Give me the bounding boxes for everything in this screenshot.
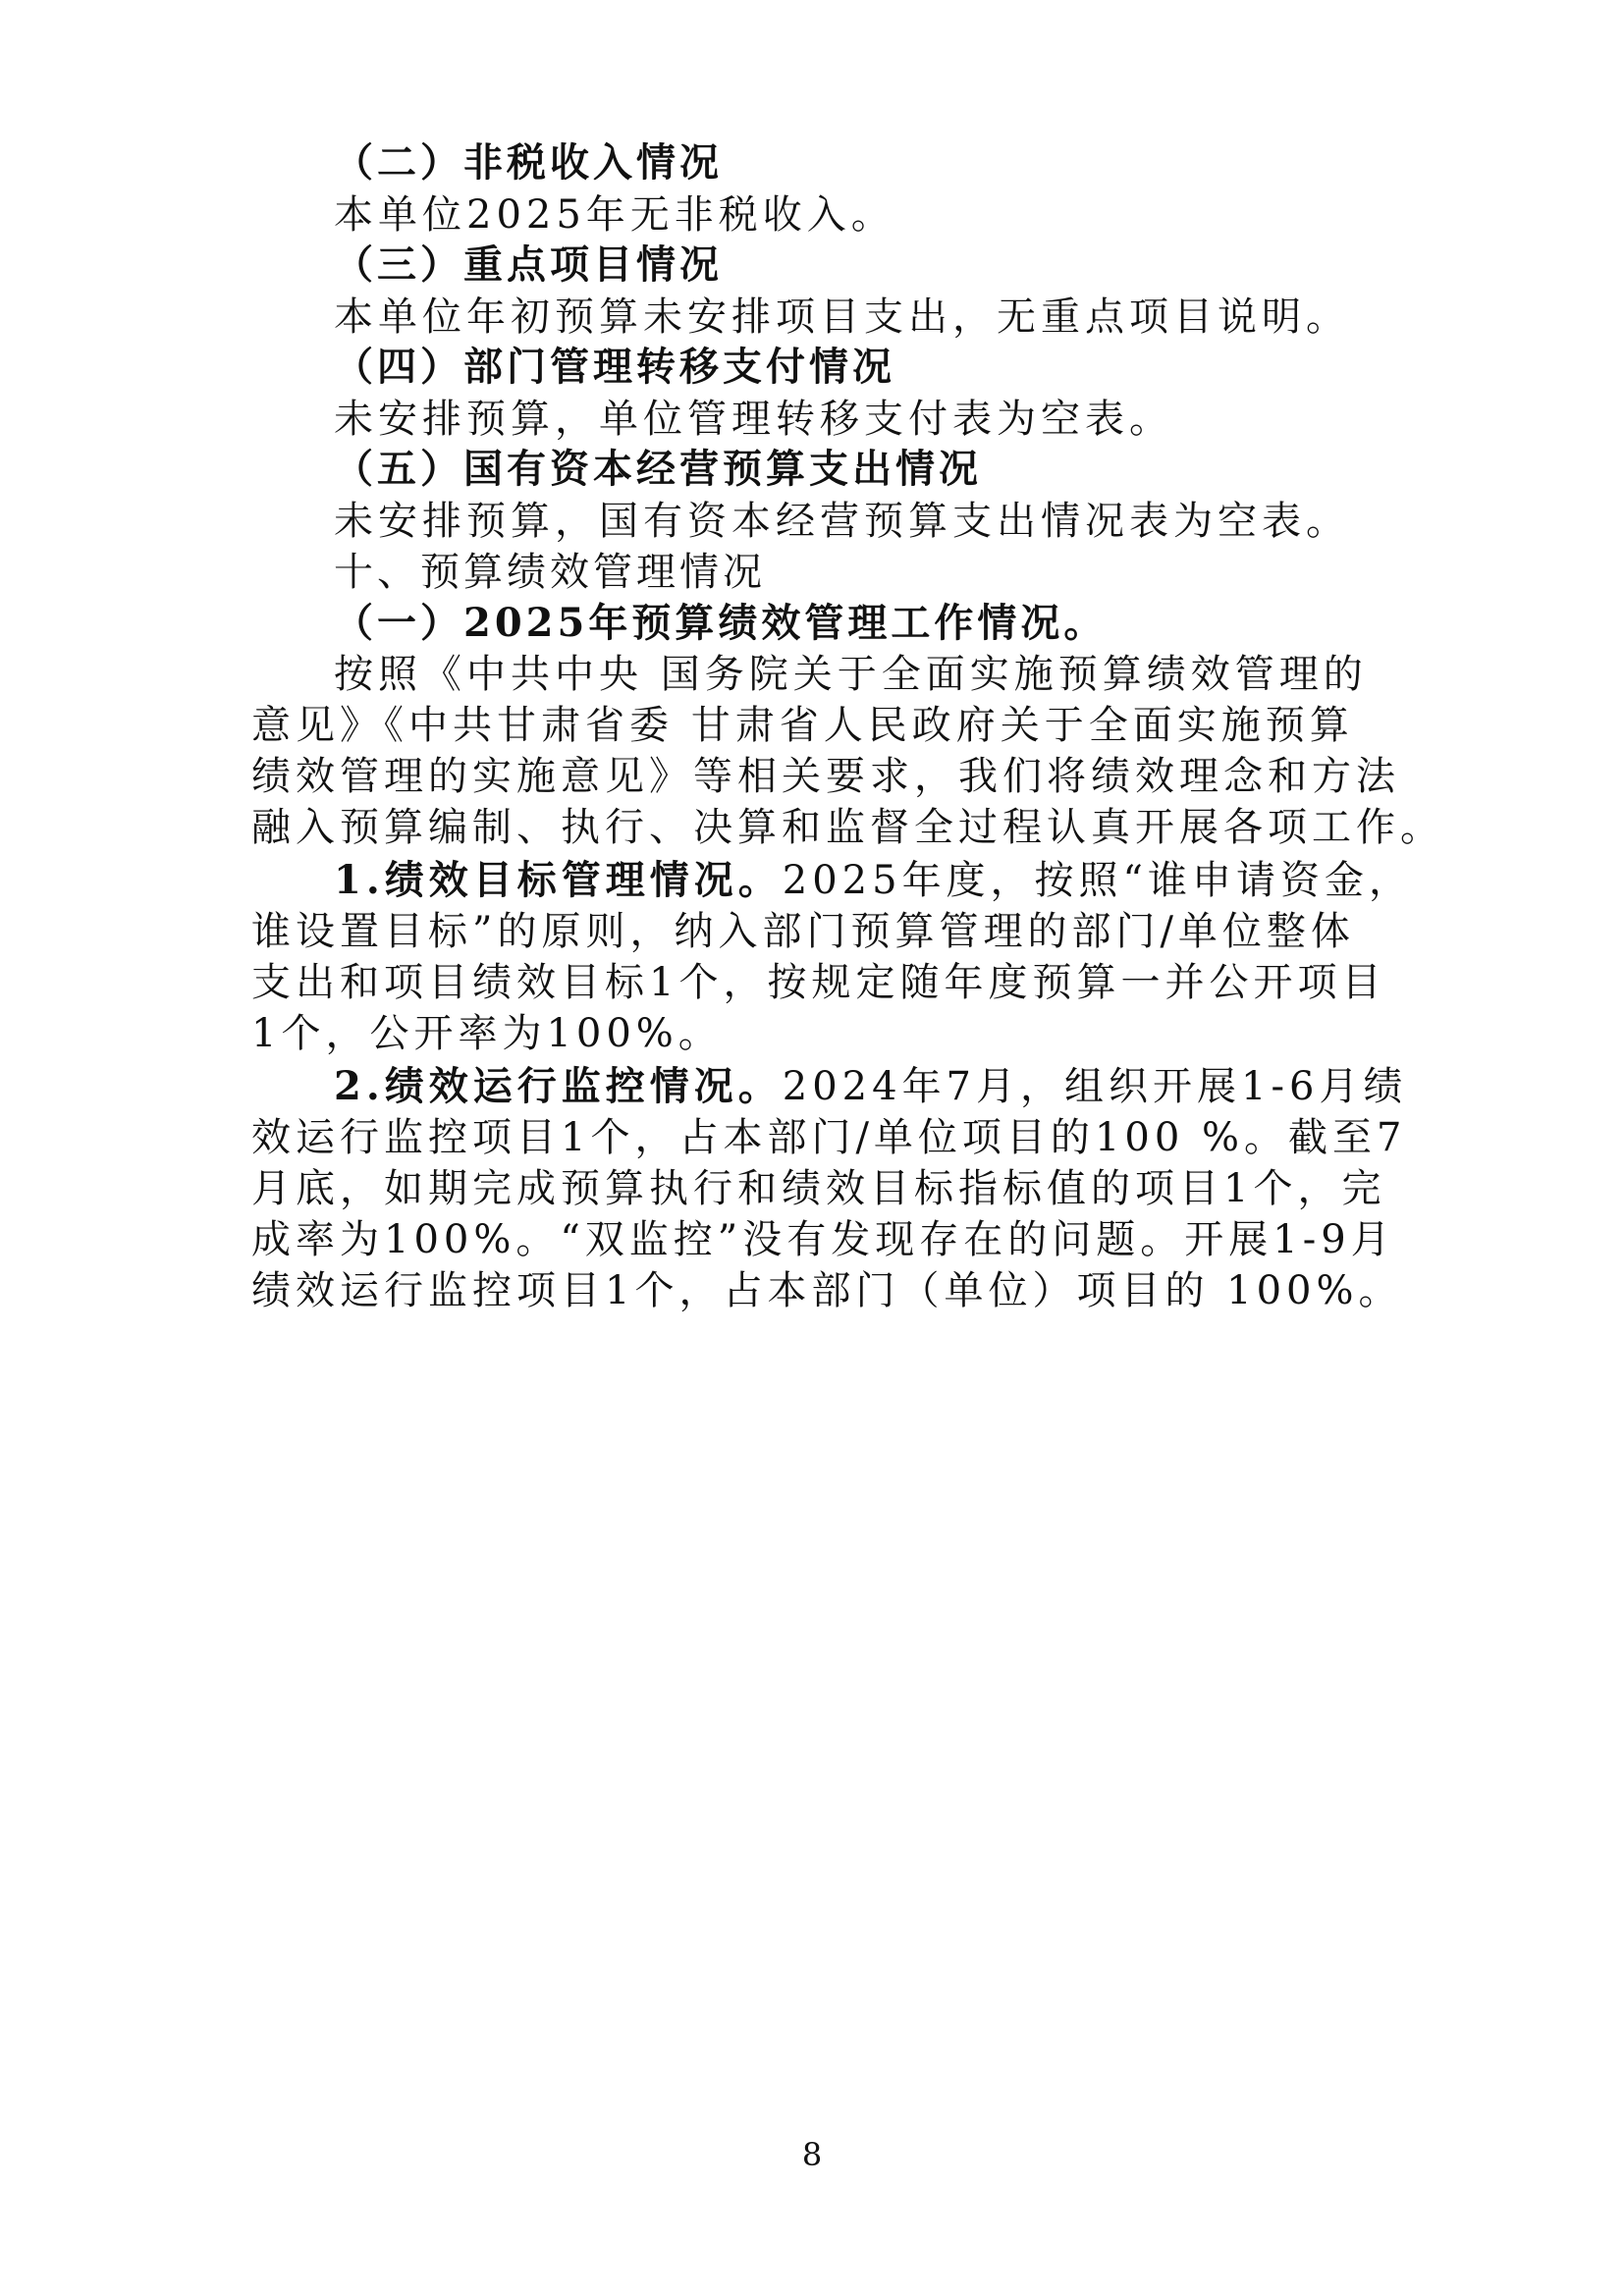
paragraph-3-line-1 [334, 1061, 1407, 1112]
section-heading-key-projects: （三）重点项目情况 [334, 241, 723, 288]
paragraph-3-line-2: 效运行监控项目1个，占本部门/单位项目的100 %。截至7 [251, 1115, 1407, 1160]
section-heading-state-capital: （五）国有资本经营预算支出情况 [334, 446, 982, 492]
sub-heading-performance-2025: （一）2025年预算绩效管理工作情况。 [334, 600, 1108, 646]
paragraph-1-line-2: 意见》《中共甘肃省委 甘肃省人民政府关于全面实施预算 [251, 703, 1354, 748]
chapter-heading-performance: 十、预算绩效管理情况 [334, 550, 766, 595]
paragraph-1-line-1: 按照《中共中央 国务院关于全面实施预算绩效管理的 [334, 652, 1368, 697]
paragraph-2-line-1-rest: 2025年度，按照“谁申请资金， [782, 858, 1414, 903]
section-heading-non-tax-revenue: （二）非税收入情况 [334, 139, 723, 186]
paragraph-2-line-1 [334, 855, 1413, 906]
paragraph-3-line-4: 成率为100%。“双监控”没有发现存在的问题。开展1-9月 [251, 1217, 1395, 1262]
paragraph-3-line-5: 绩效运行监控项目1个，占本部门（单位）项目的 100%。 [251, 1268, 1403, 1313]
section-text-key-projects: 本单位年初预算未安排项目支出，无重点项目说明。 [334, 294, 1350, 340]
section-text-transfer-payments: 未安排预算，单位管理转移支付表为空表。 [334, 397, 1173, 442]
paragraph-1-line-3: 绩效管理的实施意见》等相关要求，我们将绩效理念和方法 [251, 754, 1400, 799]
section-heading-transfer-payments: （四）部门管理转移支付情况 [334, 344, 895, 390]
paragraph-3-line-3: 月底，如期完成预算执行和绩效目标指标值的项目1个，完 [251, 1166, 1386, 1211]
paragraph-2-line-4: 1个，公开率为100%。 [251, 1011, 723, 1056]
section-text-non-tax-revenue: 本单位2025年无非税收入。 [334, 192, 895, 238]
paragraph-3-lead: 2.绩效运行监控情况。 [334, 1063, 783, 1109]
paragraph-2-lead: 1.绩效目标管理情况。 [334, 857, 783, 903]
paragraph-2-line-2: 谁设置目标”的原则，纳入部门预算管理的部门/单位整体 [251, 909, 1355, 954]
page-number: 8 [801, 2136, 823, 2173]
section-text-state-capital: 未安排预算，国有资本经营预算支出情况表为空表。 [334, 499, 1350, 544]
paragraph-3-line-1-rest: 2024年7月，组织开展1-6月绩 [782, 1064, 1408, 1109]
paragraph-1-line-4: 融入预算编制、执行、决算和监督全过程认真开展各项工作。 [251, 805, 1444, 850]
paragraph-2-line-3: 支出和项目绩效目标1个，按规定随年度预算一并公开项目 [251, 960, 1386, 1005]
